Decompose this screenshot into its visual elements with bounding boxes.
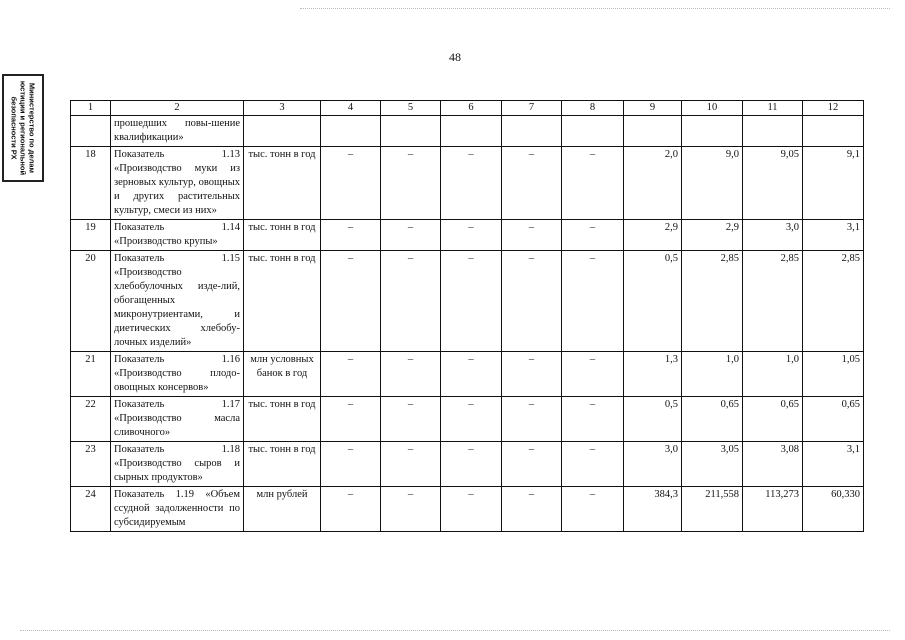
empty-value-dash: – (562, 147, 624, 220)
column-header: 11 (743, 101, 803, 116)
empty-value-dash: – (381, 397, 441, 442)
empty-value-dash: – (441, 442, 502, 487)
indicator-value: 9,1 (803, 147, 864, 220)
indicator-value: 60,330 (803, 487, 864, 532)
indicator-value: 3,1 (803, 442, 864, 487)
empty-value-dash: – (502, 251, 562, 352)
row-number (71, 116, 111, 147)
empty-value-dash (381, 116, 441, 147)
unit-of-measure: млн условных банок в год (244, 352, 321, 397)
column-header: 7 (502, 101, 562, 116)
empty-value-dash: – (502, 397, 562, 442)
empty-value-dash: – (321, 397, 381, 442)
indicator-name: Показатель 1.13 «Производство муки из зерновых культур, овощных и других растительных культур, смеси из них» (111, 147, 244, 220)
empty-value-dash: – (441, 487, 502, 532)
empty-value-dash: – (441, 220, 502, 251)
indicator-value: 9,0 (682, 147, 743, 220)
table-row (71, 397, 864, 442)
empty-value-dash: – (381, 487, 441, 532)
empty-value-dash: – (562, 397, 624, 442)
table-row (71, 116, 864, 147)
indicator-value: 2,9 (624, 220, 682, 251)
column-header: 6 (441, 101, 502, 116)
row-number: 24 (71, 487, 111, 532)
indicator-name: Показатель 1.17 «Производство масла сливочного» (111, 397, 244, 442)
column-header: 4 (321, 101, 381, 116)
indicator-value: 1,3 (624, 352, 682, 397)
indicator-value: 211,558 (682, 487, 743, 532)
empty-value-dash (562, 116, 624, 147)
indicator-value: 1,0 (682, 352, 743, 397)
indicator-value: 3,05 (682, 442, 743, 487)
empty-value-dash: – (321, 147, 381, 220)
empty-value-dash: – (381, 220, 441, 251)
unit-of-measure: тыс. тонн в год (244, 397, 321, 442)
column-header: 9 (624, 101, 682, 116)
indicator-value: 3,1 (803, 220, 864, 251)
row-number: 18 (71, 147, 111, 220)
row-number: 19 (71, 220, 111, 251)
indicator-value: 2,9 (682, 220, 743, 251)
indicators-table (70, 100, 864, 532)
indicator-name: Показатель 1.19 «Объем ссудной задолженности по субсидируемым (111, 487, 244, 532)
empty-value-dash: – (441, 352, 502, 397)
indicator-value (803, 116, 864, 147)
indicator-value: 3,0 (743, 220, 803, 251)
empty-value-dash: – (321, 442, 381, 487)
scan-noise-bottom (20, 630, 890, 632)
column-header: 8 (562, 101, 624, 116)
table-row (71, 442, 864, 487)
empty-value-dash: – (562, 442, 624, 487)
indicator-value: 3,0 (624, 442, 682, 487)
empty-value-dash: – (562, 251, 624, 352)
indicator-value: 1,05 (803, 352, 864, 397)
empty-value-dash: – (321, 220, 381, 251)
indicator-value: 2,85 (803, 251, 864, 352)
empty-value-dash: – (502, 487, 562, 532)
table-row (71, 251, 864, 352)
empty-value-dash: – (321, 487, 381, 532)
empty-value-dash: – (321, 352, 381, 397)
indicator-value: 384,3 (624, 487, 682, 532)
empty-value-dash: – (562, 352, 624, 397)
unit-of-measure: тыс. тонн в год (244, 442, 321, 487)
row-number: 22 (71, 397, 111, 442)
column-header: 3 (244, 101, 321, 116)
table-row (71, 220, 864, 251)
table-row (71, 487, 864, 532)
empty-value-dash: – (381, 147, 441, 220)
empty-value-dash: – (562, 220, 624, 251)
empty-value-dash: – (441, 147, 502, 220)
table-header-row (71, 101, 864, 116)
indicator-value: 9,05 (743, 147, 803, 220)
indicator-value: 2,0 (624, 147, 682, 220)
empty-value-dash: – (441, 397, 502, 442)
indicator-value (682, 116, 743, 147)
row-number: 20 (71, 251, 111, 352)
empty-value-dash: – (321, 251, 381, 352)
indicator-value: 3,08 (743, 442, 803, 487)
indicator-value: 113,273 (743, 487, 803, 532)
empty-value-dash (441, 116, 502, 147)
table-row (71, 147, 864, 220)
empty-value-dash: – (441, 251, 502, 352)
indicator-name: прошедших повы-шение квалификации» (111, 116, 244, 147)
empty-value-dash: – (502, 442, 562, 487)
empty-value-dash: – (502, 352, 562, 397)
indicator-value (624, 116, 682, 147)
indicator-value: 0,5 (624, 397, 682, 442)
unit-of-measure (244, 116, 321, 147)
scan-noise-top (300, 8, 890, 10)
empty-value-dash: – (502, 147, 562, 220)
row-number: 21 (71, 352, 111, 397)
empty-value-dash: – (502, 220, 562, 251)
empty-value-dash: – (381, 251, 441, 352)
empty-value-dash: – (381, 442, 441, 487)
indicator-name: Показатель 1.15 «Производство хлебобулочных изде-лий, обогащенных микронутриентами, и диетических хлебобу-лочных изделий» (111, 251, 244, 352)
stamp-text: Министерство по делам юстиции и региональной безопасности РХ (9, 80, 37, 176)
row-number: 23 (71, 442, 111, 487)
column-header: 2 (111, 101, 244, 116)
indicator-value: 0,5 (624, 251, 682, 352)
unit-of-measure: тыс. тонн в год (244, 251, 321, 352)
indicator-value (743, 116, 803, 147)
indicator-value: 2,85 (682, 251, 743, 352)
indicator-name: Показатель 1.18 «Производство сыров и сырных продуктов» (111, 442, 244, 487)
indicator-value: 1,0 (743, 352, 803, 397)
unit-of-measure: млн рублей (244, 487, 321, 532)
indicator-name: Показатель 1.16 «Производство плодо-овощных консервов» (111, 352, 244, 397)
column-header: 5 (381, 101, 441, 116)
empty-value-dash (502, 116, 562, 147)
empty-value-dash (321, 116, 381, 147)
indicator-name: Показатель 1.14 «Производство крупы» (111, 220, 244, 251)
unit-of-measure: тыс. тонн в год (244, 147, 321, 220)
indicator-value: 0,65 (682, 397, 743, 442)
column-header: 12 (803, 101, 864, 116)
table-row (71, 352, 864, 397)
column-header: 1 (71, 101, 111, 116)
ministry-stamp (2, 74, 44, 182)
empty-value-dash: – (562, 487, 624, 532)
indicator-value: 0,65 (803, 397, 864, 442)
unit-of-measure: тыс. тонн в год (244, 220, 321, 251)
page-number: 48 (449, 50, 461, 64)
indicator-value: 0,65 (743, 397, 803, 442)
column-header: 10 (682, 101, 743, 116)
empty-value-dash: – (381, 352, 441, 397)
indicator-value: 2,85 (743, 251, 803, 352)
